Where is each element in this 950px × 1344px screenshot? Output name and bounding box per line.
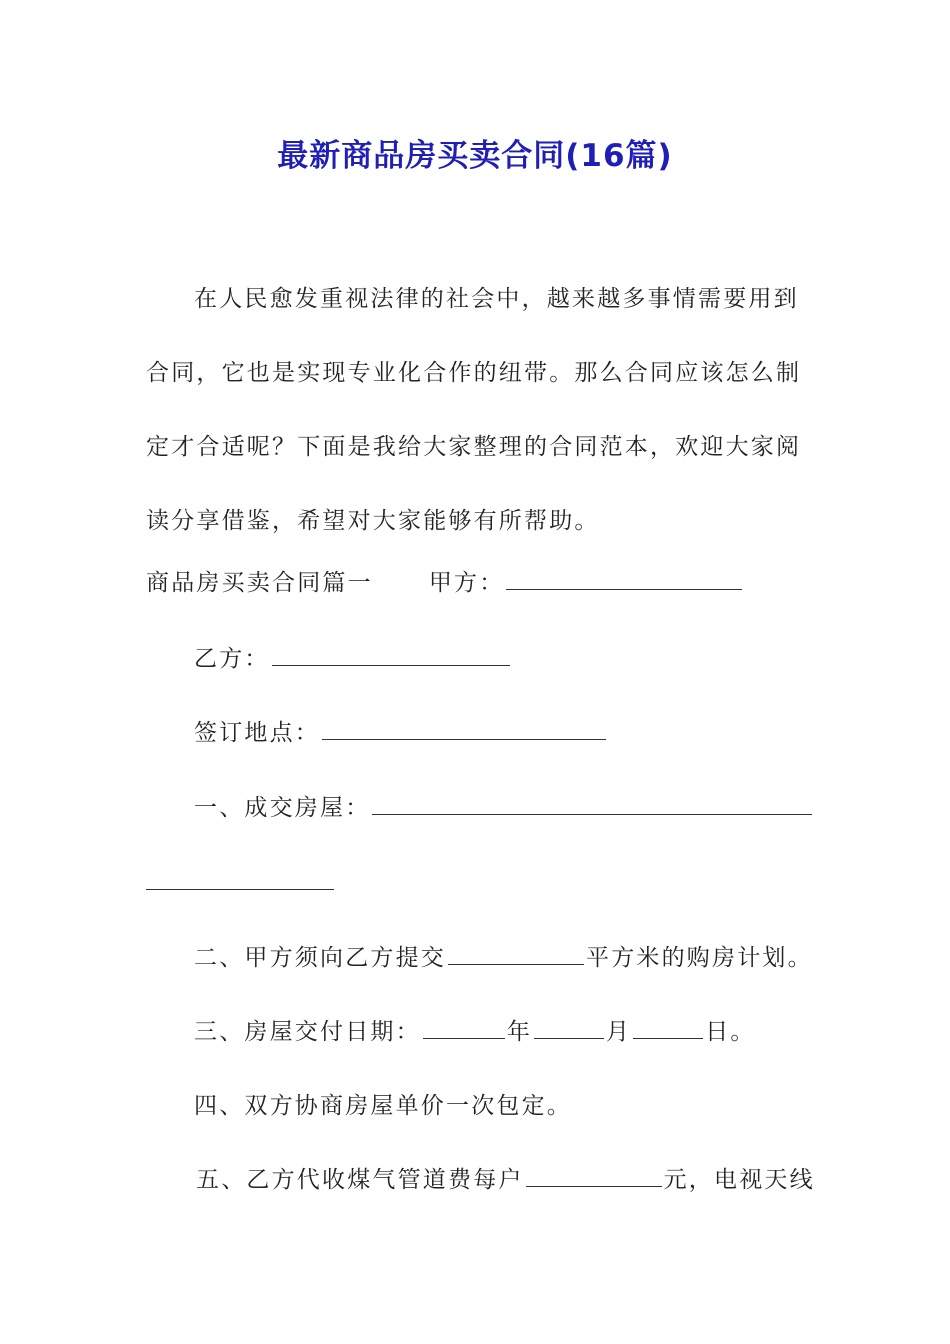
day-label: 日。: [705, 1019, 756, 1045]
party-b-label: 乙方：: [194, 646, 270, 672]
item1-label: 一、成交房屋：: [194, 795, 371, 821]
sign-place-blank: [322, 719, 606, 740]
item1-continuation: [146, 868, 336, 898]
item3-line: [194, 1017, 756, 1047]
item2-blank: [448, 944, 584, 965]
item5-line: [196, 1165, 815, 1195]
party-a-blank: [506, 569, 742, 590]
item4-line: [194, 1091, 572, 1121]
month-label: 月: [606, 1019, 632, 1045]
year-label: 年: [506, 1019, 533, 1045]
item2-line: [194, 943, 813, 973]
party-b-blank: [272, 645, 510, 666]
sign-place-line: [194, 718, 608, 748]
item5-suffix: 元，电视天线: [663, 1167, 815, 1193]
item2-prefix: 二、甲方须向乙方提交: [194, 945, 446, 971]
item1-line: [194, 793, 814, 823]
item3-prefix: 三、房屋交付日期：: [194, 1019, 421, 1045]
item5-prefix: 五、乙方代收煤气管道费每户: [196, 1167, 524, 1193]
item4-text: 四、双方协商房屋单价一次包定。: [194, 1093, 572, 1119]
item1-blank-cont: [146, 869, 334, 890]
month-blank: [534, 1018, 604, 1039]
item5-blank: [526, 1166, 662, 1187]
section-heading: 商品房买卖合同篇一: [146, 570, 373, 596]
day-blank: [633, 1018, 703, 1039]
item1-blank: [372, 794, 812, 815]
party-a-label: 甲方：: [428, 570, 505, 596]
party-a-line: [146, 568, 744, 598]
document-title: 最新商品房买卖合同(16篇): [277, 138, 673, 174]
year-blank: [423, 1018, 505, 1039]
item2-suffix: 平方米的购房计划。: [586, 945, 813, 971]
intro-paragraph: 在人民愈发重视法律的社会中，越来越多事情需要用到合同，它也是实现专业化合作的纽带。那么合同应该怎么制定才合适呢？下面是我给大家整理的合同范本，欢迎大家阅读分享借鉴，希望对大家能够有所帮助。: [146, 286, 802, 534]
party-b-line: [194, 644, 512, 674]
sign-place-label: 签订地点：: [194, 720, 320, 746]
